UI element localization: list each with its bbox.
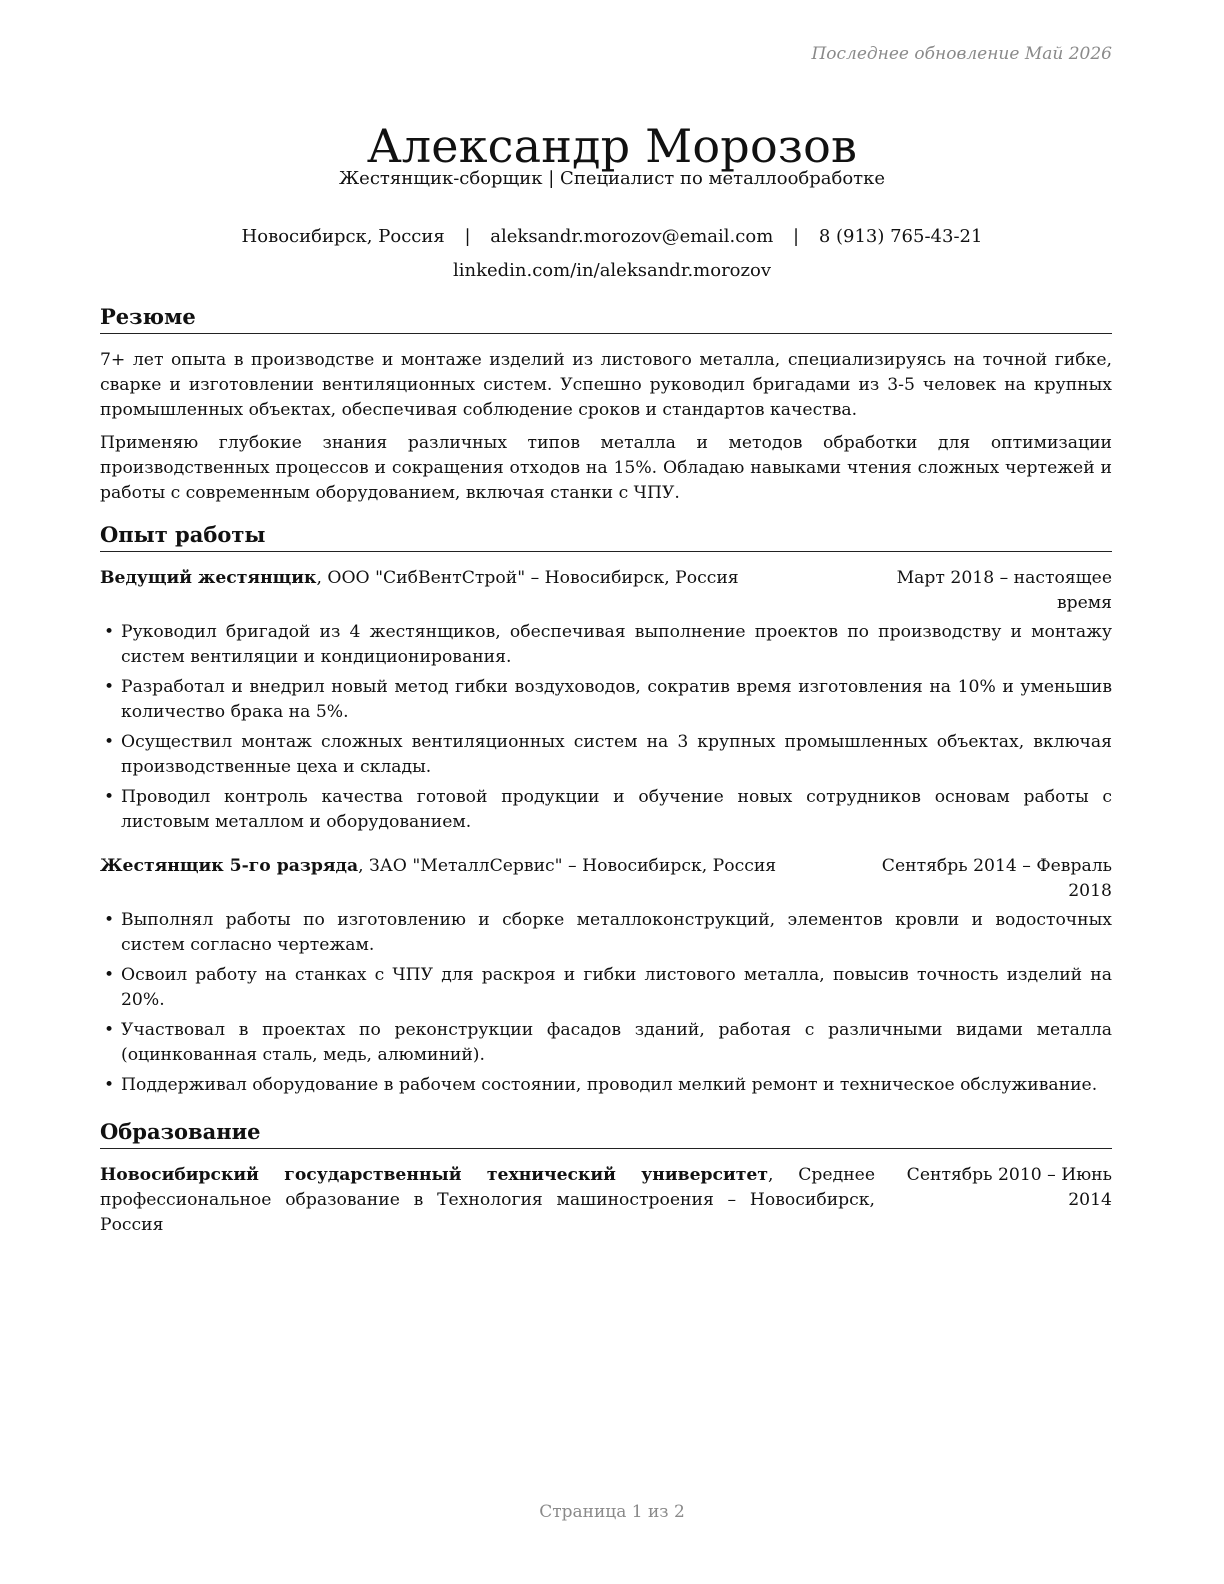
list-item <box>100 620 1112 670</box>
list-item <box>100 908 1112 958</box>
job-entry <box>100 566 1112 835</box>
list-item-text: Руководил бригадой из 4 жестянщиков, обеспечивая выполнение проектов по производству и монтажу систем вентиляции и кондиционирования. <box>121 622 1112 667</box>
page-number: Страница 1 из 2 <box>539 1502 685 1522</box>
job-position: Ведущий жестянщик <box>100 568 317 588</box>
contact-separator: | <box>464 226 471 247</box>
section-title-summary: Резюме <box>100 302 1112 334</box>
job-company: , ЗАО "МеталлСервис" – Новосибирск, Россия <box>358 856 777 876</box>
job-title-subtitle: Жестянщик-сборщик | Специалист по металлообработке <box>338 168 886 189</box>
summary-paragraph: Применяю глубокие знания различных типов металла и методов обработки для оптимизации производственных процессов и сокращения отходов на 15%. Обладаю навыками чтения сложных чертежей и работы с современным оборудованием, включая станки с ЧПУ. <box>100 433 1112 503</box>
job-dates: Март 2018 – настоящее время <box>896 568 1112 613</box>
bullet-icon: • <box>104 787 115 807</box>
bullet-icon: • <box>104 622 115 642</box>
list-item <box>100 675 1112 725</box>
list-item <box>100 963 1112 1013</box>
list-item-text: Разработал и внедрил новый метод гибки воздуховодов, сократив время изготовления на 10% и уменьшив количество брака на 5%. <box>121 677 1112 722</box>
education-description <box>100 1163 875 1238</box>
bullet-icon: • <box>104 732 115 752</box>
linkedin-link[interactable]: linkedin.com/in/aleksandr.morozov <box>452 260 772 281</box>
email-link[interactable]: aleksandr.morozov@email.com <box>490 226 774 247</box>
bullet-icon: • <box>104 910 115 930</box>
section-title-experience: Опыт работы <box>100 520 1112 552</box>
education-details: , Среднее профессиональное образование в Технология машиностроения – Новосибирск, Россия <box>100 1165 875 1235</box>
list-item-text: Выполнял работы по изготовлению и сборке металлоконструкций, элементов кровли и водосточных систем согласно чертежам. <box>121 910 1112 955</box>
contact-separator: | <box>793 226 800 247</box>
job-role <box>100 854 874 904</box>
list-item-text: Осуществил монтаж сложных вентиляционных систем на 3 крупных промышленных объектах, включая производственные цеха и склады. <box>121 732 1112 777</box>
candidate-name: Александр Морозов <box>366 118 858 173</box>
contact-line-primary <box>0 220 1224 254</box>
bullet-icon: • <box>104 677 115 697</box>
summary-paragraph: 7+ лет опыта в производстве и монтаже изделий из листового металла, специализируясь на точной гибке, сварке и изготовлении вентиляционных систем. Успешно руководил бригадами из 3-5 человек на крупных промышленных объектах, обеспечивая соблюдение сроков и стандартов качества. <box>100 350 1112 420</box>
job-position: Жестянщик 5-го разряда <box>100 856 359 876</box>
summary-section <box>100 302 1112 506</box>
list-item-text: Освоил работу на станках с ЧПУ для раскроя и гибки листового металла, повысив точность изделий на 20%. <box>121 965 1112 1010</box>
list-item <box>100 730 1112 780</box>
job-dates: Сентябрь 2014 – Февраль 2018 <box>881 856 1112 901</box>
job-header <box>100 566 1112 616</box>
list-item <box>100 1073 1112 1098</box>
job-company: , ООО "СибВентСтрой" – Новосибирск, Россия <box>316 568 739 588</box>
list-item-text: Проводил контроль качества готовой продукции и обучение новых сотрудников основам работы с листовым металлом и оборудованием. <box>121 787 1112 832</box>
bullet-icon: • <box>104 1020 115 1040</box>
last-updated-note: Последнее обновление Май 2026 <box>811 44 1112 64</box>
phone-text: 8 (913) 765-43-21 <box>818 226 983 247</box>
contact-line-secondary <box>0 254 1224 288</box>
education-entry <box>100 1163 1112 1238</box>
job-entry <box>100 854 1112 1098</box>
bullet-icon: • <box>104 965 115 985</box>
job-bullets <box>100 620 1112 835</box>
bullet-icon: • <box>104 1075 115 1095</box>
experience-section <box>100 520 1112 1098</box>
section-title-education: Образование <box>100 1117 1112 1149</box>
list-item <box>100 785 1112 835</box>
list-item <box>100 1018 1112 1068</box>
education-section <box>100 1117 1112 1238</box>
resume-body <box>100 302 1112 1252</box>
list-item-text: Участвовал в проектах по реконструкции фасадов зданий, работая с различными видами металла (оцинкованная сталь, медь, алюминий). <box>121 1020 1112 1065</box>
list-item-text: Поддерживал оборудование в рабочем состоянии, проводил мелкий ремонт и техническое обслуживание. <box>121 1075 1098 1095</box>
contact-info <box>0 220 1224 288</box>
job-header <box>100 854 1112 904</box>
education-dates: Сентябрь 2010 – Июнь 2014 <box>906 1165 1112 1210</box>
job-bullets <box>100 908 1112 1098</box>
job-role <box>100 566 874 616</box>
education-institution: Новосибирский государственный технический университет <box>100 1165 768 1185</box>
location-text: Новосибирск, Россия <box>241 226 445 247</box>
